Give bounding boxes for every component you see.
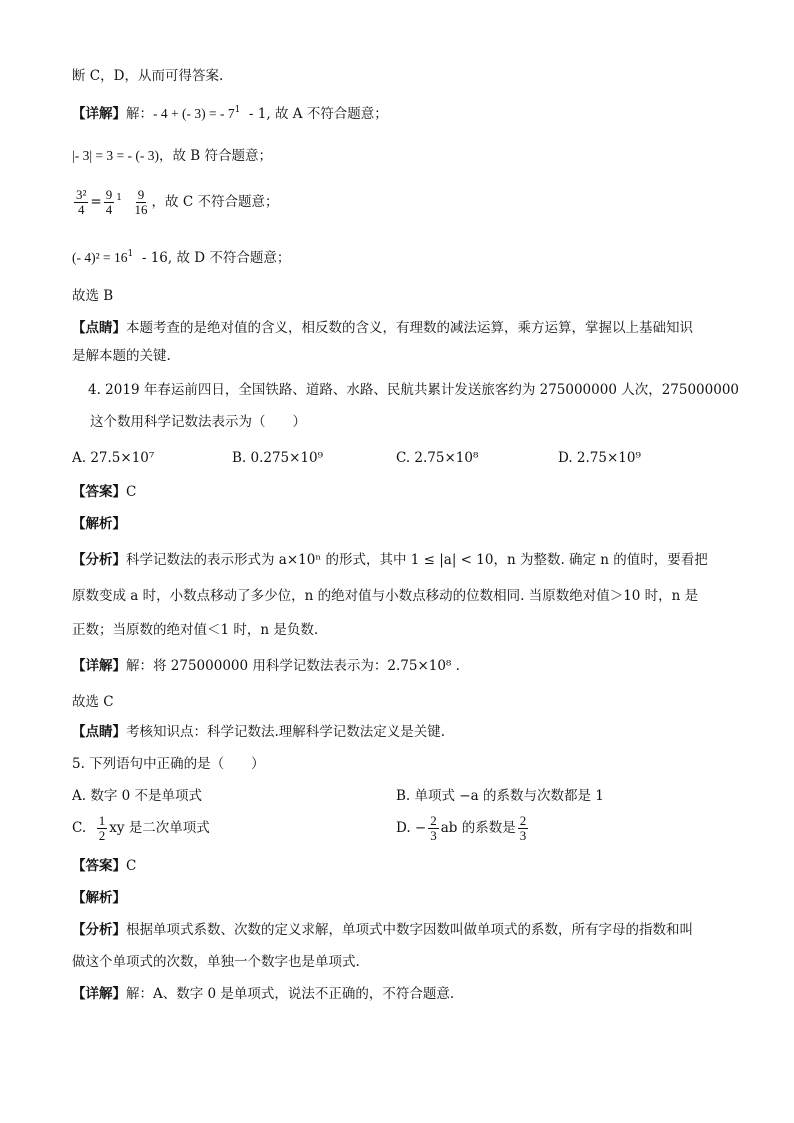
analysis-header	[72, 888, 126, 908]
tag-analysis: 【解析】	[72, 890, 126, 906]
tag-detail: 【详解】	[72, 658, 126, 674]
analysis-line: 做这个单项式的次数，单独一个数字也是单项式.	[72, 954, 360, 970]
fraction: $\frac{\text{3²}}{4}$	[76, 187, 87, 217]
tag-detail: 【详解】	[72, 106, 126, 122]
option-c: C. 2.75×10⁸	[396, 450, 479, 466]
math-line: |- 3| = 3 = - (- 3)，故 B 符合题意；	[72, 148, 273, 164]
fraction: $\frac{9}{4}$	[105, 187, 113, 217]
tag-comment: 【点睛】	[72, 320, 126, 336]
text-line: 故选 B	[72, 288, 114, 304]
analysis-line: 【分析】根据单项式系数、次数的定义求解，单项式中数字因数叫做单项式的系数，所有字母的指数和叫	[72, 922, 693, 938]
option-d: D. 2.75×10⁹	[558, 450, 641, 466]
analysis-line: 正数；当原数的绝对值＜1 时，n 是负数.	[72, 622, 319, 638]
option-c: C. $\frac{1}{2}$ xy 是二次单项式	[72, 813, 210, 843]
tag-answer: 【答案】	[72, 484, 126, 500]
answer-line: 【答案】C	[72, 484, 137, 500]
tag-comment: 【点睛】	[72, 724, 126, 740]
fraction: $\frac{2}{3}$	[519, 813, 527, 843]
question-4-cont: 这个数用科学记数法表示为（ ）	[90, 414, 306, 430]
math-line-fractions: $\frac{\text{3²}}{4}$ = $\frac{9}{4}$ $^1$ $\frac{9}{16}$ ，故 C 不符合题意；	[76, 187, 279, 217]
option-a: A. 数字 0 不是单项式	[72, 788, 203, 804]
option-d: D. − $\frac{2}{3}$ ab 的系数是 $\frac{2}{3}$	[396, 813, 527, 843]
math-line: (- $4)^2 = 16^1 - 16$, 故 D 不符合题意；	[72, 249, 291, 266]
detail-line: 【详解】解：- 4 + (- 3) = - $7^1 - 1$, 故 A 不符合题意；	[72, 105, 388, 122]
comment-line: 【点睛】本题考查的是绝对值的含义，相反数的含义，有理数的减法运算，乘方运算，掌握以上基础知识	[72, 320, 693, 336]
comment-line: 【点睛】考核知识点：科学记数法.理解科学记数法定义是关键.	[72, 724, 446, 740]
detail-line: 【详解】解：将 275000000 用科学记数法表示为：2.75×10⁸ .	[72, 658, 460, 674]
analysis-header	[72, 514, 126, 534]
fraction: $\frac{1}{2}$	[98, 813, 106, 843]
text-line: 故选 C	[72, 694, 114, 710]
tag-detail: 【详解】	[72, 986, 126, 1002]
tag-fenxi: 【分析】	[72, 552, 126, 568]
option-a: A. 27.5×10⁷	[72, 450, 155, 466]
text-line: 断 C，D，从而可得答案.	[72, 68, 224, 84]
analysis-line: 原数变成 a 时，小数点移动了多少位，n 的绝对值与小数点移动的位数相同. 当原数绝对值＞10 时，n 是	[72, 588, 699, 604]
fraction: $\frac{9}{16}$	[134, 187, 148, 217]
tag-answer: 【答案】	[72, 858, 126, 874]
question-5: 5. 下列语句中正确的是（ ）	[72, 756, 265, 772]
analysis-line: 【分析】科学记数法的表示形式为 a×10ⁿ 的形式，其中 1 ≤ |a| < 10，n 为整数. 确定 n 的值时，要看把	[72, 552, 708, 568]
tag-analysis: 【解析】	[72, 516, 126, 532]
detail-line: 【详解】解：A、数字 0 是单项式，说法不正确的，不符合题意.	[72, 986, 455, 1002]
question-4: 4. 2019 年春运前四日，全国铁路、道路、水路、民航共累计发送旅客约为 275000000 人次，275000000	[88, 382, 740, 398]
text-line: 是解本题的关键.	[72, 348, 171, 364]
tag-fenxi: 【分析】	[72, 922, 126, 938]
option-b: B. 单项式 −a 的系数与次数都是 1	[396, 788, 604, 804]
option-b: B. 0.275×10⁹	[232, 450, 324, 466]
answer-line: 【答案】C	[72, 858, 137, 874]
fraction: $\frac{2}{3}$	[430, 813, 437, 843]
